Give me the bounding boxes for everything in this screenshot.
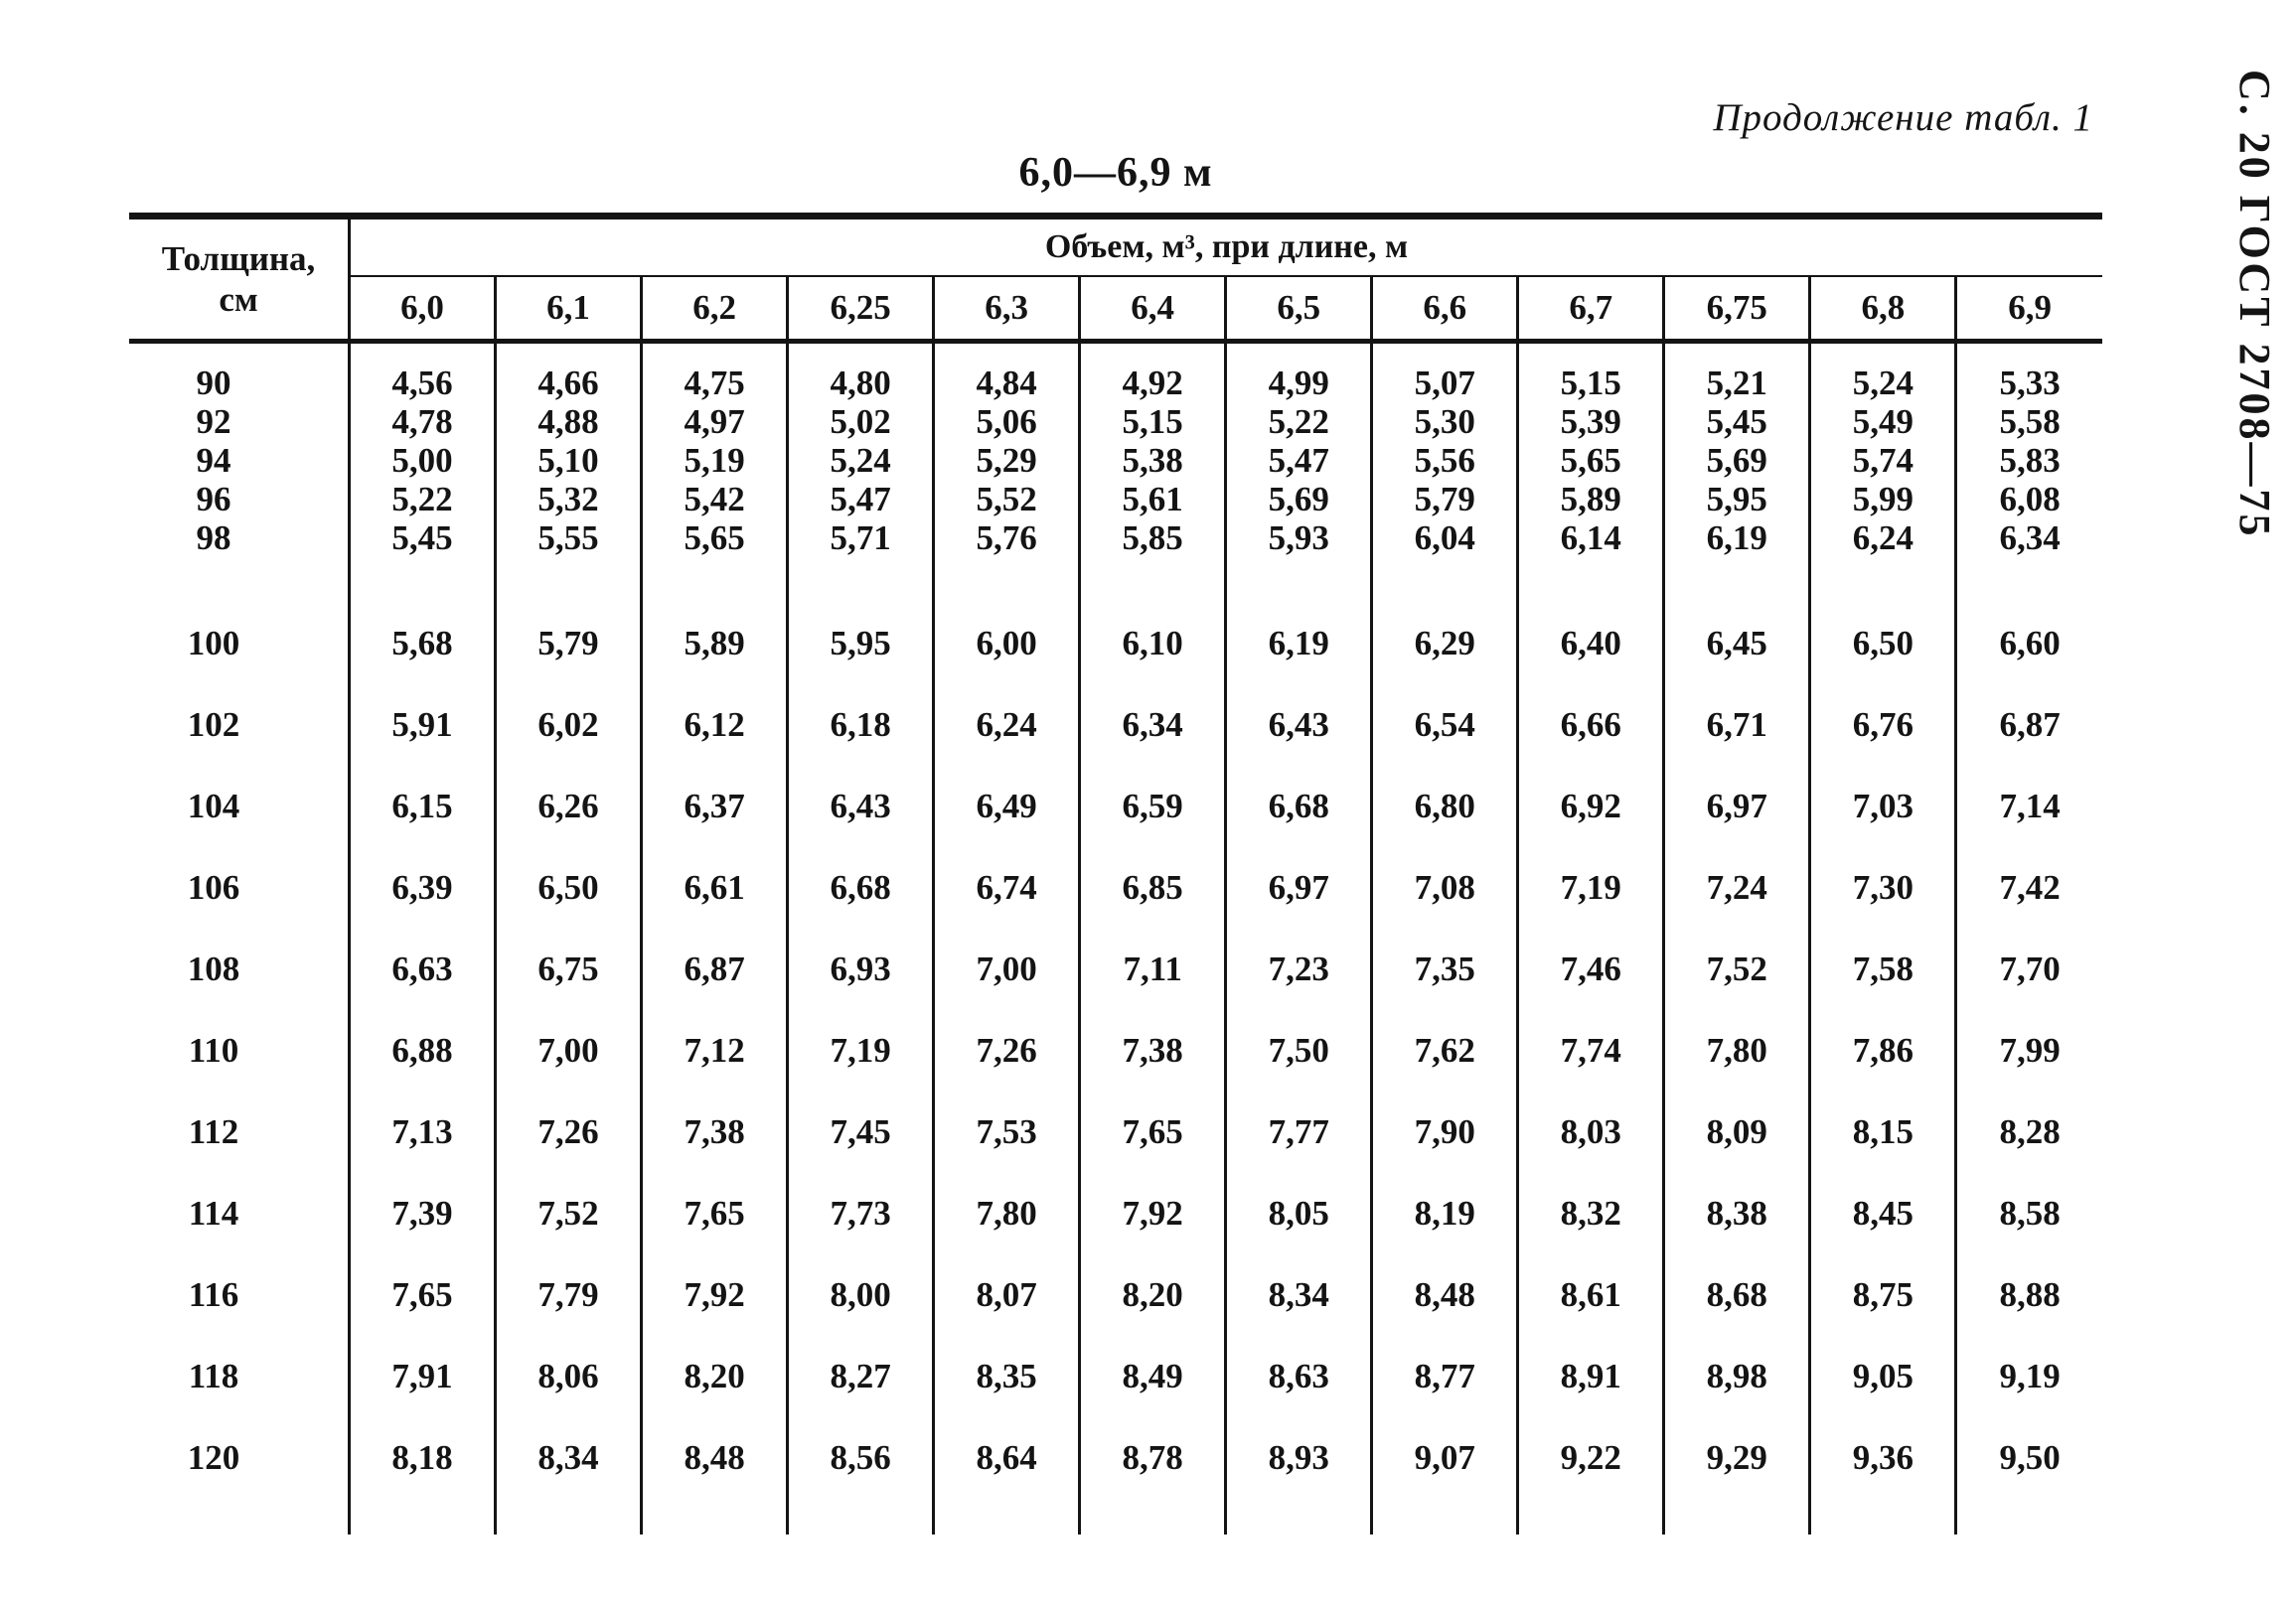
volume-cell: 7,86 [1810, 1010, 1956, 1092]
table-row [129, 766, 2102, 847]
volume-cell: 7,30 [1810, 847, 1956, 929]
volume-cell: 7,52 [496, 1173, 642, 1254]
volume-cell: 9,05 [1810, 1336, 1956, 1417]
volume-cell: 4,56 [350, 342, 496, 403]
thickness-cell: 100 [187, 624, 240, 662]
length-column-header: 6,9 [1956, 276, 2102, 342]
volume-cell: 8,45 [1810, 1173, 1956, 1254]
volume-cell: 5,52 [934, 480, 1080, 518]
volume-cell: 8,09 [1664, 1092, 1810, 1173]
volume-cell: 5,10 [496, 441, 642, 480]
volume-cell: 7,14 [1956, 766, 2102, 847]
volume-cell: 8,64 [934, 1417, 1080, 1535]
table-row [129, 1336, 2102, 1417]
volume-cell: 5,95 [788, 557, 934, 684]
volume-cell: 7,90 [1372, 1092, 1518, 1173]
table-row [129, 518, 2102, 557]
volume-cell: 8,98 [1664, 1336, 1810, 1417]
volume-cell: 7,74 [1518, 1010, 1664, 1092]
length-header-row [129, 276, 2102, 342]
volume-cell: 8,06 [496, 1336, 642, 1417]
volume-cell: 4,80 [788, 342, 934, 403]
volume-cell: 6,18 [788, 684, 934, 766]
volume-cell: 5,89 [1518, 480, 1664, 518]
thickness-header-line1: Толщина, [161, 238, 316, 278]
volume-cell: 5,93 [1226, 518, 1372, 557]
volume-cell: 5,19 [642, 441, 788, 480]
volume-cell: 6,19 [1664, 518, 1810, 557]
volume-cell: 6,71 [1664, 684, 1810, 766]
volume-cell: 5,65 [642, 518, 788, 557]
page-title: 6,0—6,9 м [1018, 150, 1213, 196]
length-column-header: 6,6 [1372, 276, 1518, 342]
volume-cell: 9,19 [1956, 1336, 2102, 1417]
volume-cell: 5,15 [1518, 342, 1664, 403]
volume-cell: 6,19 [1226, 557, 1372, 684]
volume-cell: 5,22 [1226, 402, 1372, 441]
volume-cell: 7,23 [1226, 929, 1372, 1010]
thickness-cell: 96 [196, 480, 231, 518]
volume-cell: 5,45 [350, 518, 496, 557]
length-column-header: 6,25 [788, 276, 934, 342]
volume-cell: 4,88 [496, 402, 642, 441]
volume-cell: 5,83 [1956, 441, 2102, 480]
length-column-header: 6,8 [1810, 276, 1956, 342]
volume-cell: 8,68 [1664, 1254, 1810, 1336]
volume-cell: 7,70 [1956, 929, 2102, 1010]
volume-cell: 6,24 [934, 684, 1080, 766]
volume-cell: 4,66 [496, 342, 642, 403]
volume-cell: 7,62 [1372, 1010, 1518, 1092]
volume-cell: 5,69 [1226, 480, 1372, 518]
volume-cell: 6,29 [1372, 557, 1518, 684]
volume-cell: 8,34 [1226, 1254, 1372, 1336]
volume-cell: 6,87 [642, 929, 788, 1010]
volume-cell: 7,45 [788, 1092, 934, 1173]
volume-cell: 6,92 [1518, 766, 1664, 847]
continuation-note: Продолжение табл. 1 [1713, 96, 2093, 139]
volume-cell: 6,24 [1810, 518, 1956, 557]
volume-header: Объем, м³, при длине, м [350, 217, 2103, 277]
volume-cell: 6,66 [1518, 684, 1664, 766]
volume-cell: 6,39 [350, 847, 496, 929]
volume-cell: 5,99 [1810, 480, 1956, 518]
volume-cell: 5,21 [1664, 342, 1810, 403]
volume-cell: 6,80 [1372, 766, 1518, 847]
volume-cell: 7,58 [1810, 929, 1956, 1010]
volume-cell: 5,65 [1518, 441, 1664, 480]
volume-cell: 6,75 [496, 929, 642, 1010]
volume-cell: 5,00 [350, 441, 496, 480]
volume-cell: 7,13 [350, 1092, 496, 1173]
volume-cell: 4,92 [1080, 342, 1226, 403]
volume-cell: 5,85 [1080, 518, 1226, 557]
volume-cell: 6,93 [788, 929, 934, 1010]
volume-cell: 7,80 [1664, 1010, 1810, 1092]
volume-cell: 5,69 [1664, 441, 1810, 480]
volume-cell: 8,03 [1518, 1092, 1664, 1173]
volume-cell: 6,68 [788, 847, 934, 929]
volume-cell: 8,91 [1518, 1336, 1664, 1417]
volume-cell: 7,00 [496, 1010, 642, 1092]
volume-cell: 7,53 [934, 1092, 1080, 1173]
volume-cell: 6,12 [642, 684, 788, 766]
volume-cell: 5,24 [788, 441, 934, 480]
volume-cell: 5,07 [1372, 342, 1518, 403]
volume-cell: 9,36 [1810, 1417, 1956, 1535]
volume-cell: 6,43 [1226, 684, 1372, 766]
volume-cell: 8,27 [788, 1336, 934, 1417]
volume-cell: 6,08 [1956, 480, 2102, 518]
volume-cell: 6,50 [1810, 557, 1956, 684]
table-row [129, 1417, 2102, 1535]
volume-cell: 8,63 [1226, 1336, 1372, 1417]
volume-cell: 8,00 [788, 1254, 934, 1336]
length-column-header: 6,2 [642, 276, 788, 342]
volume-cell: 5,38 [1080, 441, 1226, 480]
volume-cell: 6,34 [1080, 684, 1226, 766]
length-column-header: 6,75 [1664, 276, 1810, 342]
thickness-cell: 92 [196, 402, 231, 441]
volume-cell: 4,97 [642, 402, 788, 441]
volume-cell: 4,75 [642, 342, 788, 403]
volume-cell: 5,30 [1372, 402, 1518, 441]
volume-cell: 6,37 [642, 766, 788, 847]
volume-cell: 8,38 [1664, 1173, 1810, 1254]
table-row [129, 684, 2102, 766]
volume-cell: 5,47 [788, 480, 934, 518]
volume-cell: 5,22 [350, 480, 496, 518]
volume-cell: 5,06 [934, 402, 1080, 441]
volume-cell: 7,99 [1956, 1010, 2102, 1092]
thickness-cell: 110 [188, 1031, 239, 1070]
volume-cell: 6,34 [1956, 518, 2102, 557]
volume-cell: 8,32 [1518, 1173, 1664, 1254]
thickness-cell: 114 [188, 1194, 239, 1233]
volume-cell: 8,61 [1518, 1254, 1664, 1336]
thickness-cell: 108 [187, 950, 240, 988]
volume-cell: 8,20 [642, 1336, 788, 1417]
volume-cell: 7,19 [1518, 847, 1664, 929]
volume-cell: 8,18 [350, 1417, 496, 1535]
volume-cell: 6,97 [1664, 766, 1810, 847]
volume-cell: 7,26 [934, 1010, 1080, 1092]
volume-cell: 8,49 [1080, 1336, 1226, 1417]
volume-cell: 5,58 [1956, 402, 2102, 441]
volume-cell: 9,07 [1372, 1417, 1518, 1535]
volume-cell: 7,03 [1810, 766, 1956, 847]
volume-cell: 6,04 [1372, 518, 1518, 557]
volume-cell: 7,50 [1226, 1010, 1372, 1092]
volume-table-head [129, 217, 2102, 342]
thickness-cell: 104 [187, 787, 240, 825]
volume-cell: 5,15 [1080, 402, 1226, 441]
volume-cell: 6,02 [496, 684, 642, 766]
volume-cell: 5,89 [642, 557, 788, 684]
volume-cell: 9,29 [1664, 1417, 1810, 1535]
volume-cell: 6,60 [1956, 557, 2102, 684]
volume-cell: 5,61 [1080, 480, 1226, 518]
volume-cell: 7,92 [642, 1254, 788, 1336]
volume-cell: 8,77 [1372, 1336, 1518, 1417]
volume-cell: 6,85 [1080, 847, 1226, 929]
volume-cell: 7,80 [934, 1173, 1080, 1254]
volume-cell: 7,79 [496, 1254, 642, 1336]
volume-cell: 5,71 [788, 518, 934, 557]
side-page-ref: С. 20 ГОСТ 2708—75 [2230, 70, 2279, 539]
volume-cell: 7,24 [1664, 847, 1810, 929]
volume-cell: 7,38 [642, 1092, 788, 1173]
volume-cell: 7,42 [1956, 847, 2102, 929]
table-row [129, 1173, 2102, 1254]
volume-cell: 7,65 [642, 1173, 788, 1254]
volume-cell: 5,55 [496, 518, 642, 557]
volume-cell: 6,50 [496, 847, 642, 929]
volume-cell: 8,93 [1226, 1417, 1372, 1535]
volume-cell: 7,39 [350, 1173, 496, 1254]
volume-cell: 6,74 [934, 847, 1080, 929]
volume-cell: 8,05 [1226, 1173, 1372, 1254]
volume-cell: 4,99 [1226, 342, 1372, 403]
volume-cell: 5,49 [1810, 402, 1956, 441]
volume-cell: 6,10 [1080, 557, 1226, 684]
length-column-header: 6,7 [1518, 276, 1664, 342]
volume-cell: 5,47 [1226, 441, 1372, 480]
table-section [129, 149, 2102, 1535]
volume-cell: 9,22 [1518, 1417, 1664, 1535]
volume-cell: 7,46 [1518, 929, 1664, 1010]
volume-cell: 6,00 [934, 557, 1080, 684]
volume-cell: 6,59 [1080, 766, 1226, 847]
volume-cell: 5,79 [496, 557, 642, 684]
volume-cell: 8,07 [934, 1254, 1080, 1336]
volume-cell: 8,88 [1956, 1254, 2102, 1336]
volume-cell: 5,32 [496, 480, 642, 518]
volume-cell: 7,08 [1372, 847, 1518, 929]
table-row [129, 1092, 2102, 1173]
volume-cell: 8,28 [1956, 1092, 2102, 1173]
volume-cell: 5,39 [1518, 402, 1664, 441]
volume-cell: 5,79 [1372, 480, 1518, 518]
volume-cell: 6,49 [934, 766, 1080, 847]
table-row [129, 402, 2102, 441]
volume-cell: 7,77 [1226, 1092, 1372, 1173]
volume-cell: 7,73 [788, 1173, 934, 1254]
volume-cell: 7,65 [1080, 1092, 1226, 1173]
volume-cell: 7,91 [350, 1336, 496, 1417]
volume-cell: 8,48 [1372, 1254, 1518, 1336]
volume-cell: 8,35 [934, 1336, 1080, 1417]
volume-cell: 5,56 [1372, 441, 1518, 480]
volume-cell: 5,95 [1664, 480, 1810, 518]
length-column-header: 6,0 [350, 276, 496, 342]
thickness-cell: 106 [187, 868, 240, 907]
volume-cell: 9,50 [1956, 1417, 2102, 1535]
volume-cell: 5,24 [1810, 342, 1956, 403]
volume-cell: 8,34 [496, 1417, 642, 1535]
volume-cell: 6,87 [1956, 684, 2102, 766]
table-row [129, 1010, 2102, 1092]
volume-cell: 7,52 [1664, 929, 1810, 1010]
volume-cell: 8,15 [1810, 1092, 1956, 1173]
thickness-cell: 90 [196, 364, 231, 402]
volume-cell: 6,63 [350, 929, 496, 1010]
thickness-cell: 94 [196, 441, 231, 480]
volume-cell: 5,33 [1956, 342, 2102, 403]
length-column-header: 6,3 [934, 276, 1080, 342]
volume-cell: 8,78 [1080, 1417, 1226, 1535]
thickness-cell: 120 [187, 1438, 240, 1477]
volume-cell: 5,42 [642, 480, 788, 518]
volume-cell: 7,92 [1080, 1173, 1226, 1254]
thickness-cell: 112 [188, 1112, 239, 1151]
volume-cell: 8,20 [1080, 1254, 1226, 1336]
volume-table [129, 213, 2102, 1535]
volume-cell: 4,78 [350, 402, 496, 441]
volume-cell: 6,97 [1226, 847, 1372, 929]
thickness-cell: 102 [187, 705, 240, 744]
volume-cell: 5,76 [934, 518, 1080, 557]
volume-cell: 4,84 [934, 342, 1080, 403]
volume-cell: 7,12 [642, 1010, 788, 1092]
thickness-header [129, 217, 350, 342]
volume-cell: 5,29 [934, 441, 1080, 480]
volume-cell: 7,26 [496, 1092, 642, 1173]
volume-cell: 8,48 [642, 1417, 788, 1535]
volume-table-body [129, 342, 2102, 1536]
thickness-cell: 116 [188, 1275, 239, 1314]
volume-cell: 6,43 [788, 766, 934, 847]
table-row [129, 1254, 2102, 1336]
volume-cell: 7,11 [1080, 929, 1226, 1010]
volume-header-row [129, 217, 2102, 277]
table-row [129, 342, 2102, 403]
length-column-header: 6,1 [496, 276, 642, 342]
volume-cell: 5,45 [1664, 402, 1810, 441]
table-row [129, 929, 2102, 1010]
volume-cell: 6,54 [1372, 684, 1518, 766]
volume-cell: 6,40 [1518, 557, 1664, 684]
volume-cell: 6,26 [496, 766, 642, 847]
volume-cell: 8,75 [1810, 1254, 1956, 1336]
volume-cell: 7,19 [788, 1010, 934, 1092]
volume-cell: 6,15 [350, 766, 496, 847]
volume-cell: 6,88 [350, 1010, 496, 1092]
volume-cell: 7,65 [350, 1254, 496, 1336]
volume-cell: 7,00 [934, 929, 1080, 1010]
volume-cell: 8,19 [1372, 1173, 1518, 1254]
table-row [129, 480, 2102, 518]
volume-cell: 5,91 [350, 684, 496, 766]
volume-cell: 8,56 [788, 1417, 934, 1535]
length-column-header: 6,5 [1226, 276, 1372, 342]
volume-cell: 6,61 [642, 847, 788, 929]
volume-cell: 5,68 [350, 557, 496, 684]
volume-cell: 6,14 [1518, 518, 1664, 557]
volume-cell: 6,76 [1810, 684, 1956, 766]
length-column-header: 6,4 [1080, 276, 1226, 342]
thickness-header-line2: см [219, 280, 258, 319]
table-row [129, 847, 2102, 929]
volume-cell: 7,35 [1372, 929, 1518, 1010]
volume-cell: 5,74 [1810, 441, 1956, 480]
volume-cell: 6,45 [1664, 557, 1810, 684]
table-row [129, 441, 2102, 480]
volume-cell: 6,68 [1226, 766, 1372, 847]
volume-cell: 8,58 [1956, 1173, 2102, 1254]
volume-cell: 7,38 [1080, 1010, 1226, 1092]
volume-cell: 5,02 [788, 402, 934, 441]
table-row [129, 557, 2102, 684]
thickness-cell: 118 [188, 1357, 239, 1395]
thickness-cell: 98 [196, 518, 231, 557]
